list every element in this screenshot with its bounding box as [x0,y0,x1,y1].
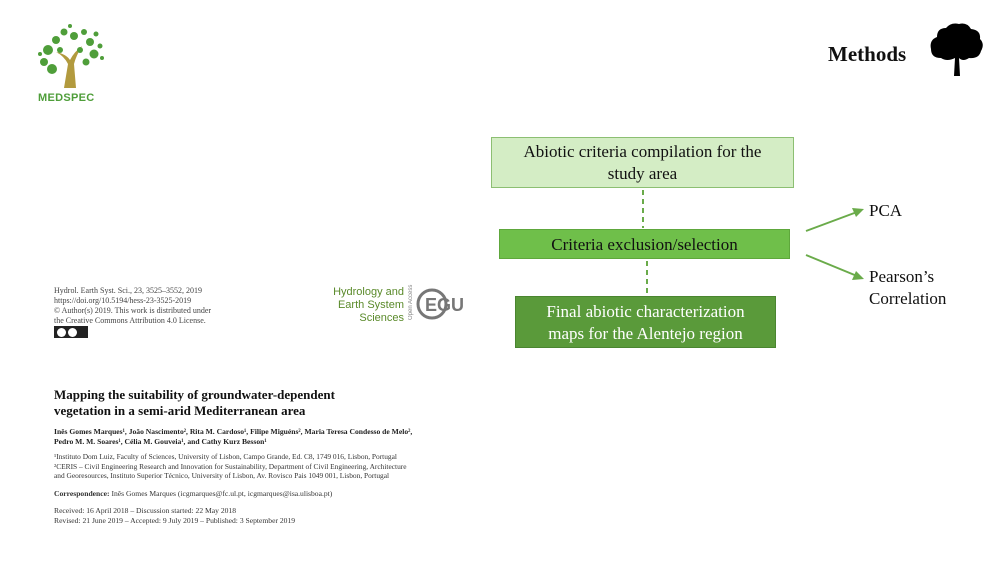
output-pearson [869,266,946,310]
correspondence-label: Correspondence: [54,489,110,498]
dates-line: Received: 16 April 2018 – Discussion started: 22 May 2018 [54,506,237,515]
authors-line: Pedro M. M. Soares¹, Célia M. Gouveia¹, and Cathy Kurz Besson¹ [54,437,267,446]
journal-name-line: Sciences [359,312,404,324]
flow-step-compilation-line1: Abiotic criteria compilation for the [523,142,762,161]
journal-line: © Author(s) 2019. This work is distributed under [54,306,212,315]
flow-step-final-maps [515,296,776,348]
correspondence-text: Inês Gomes Marques (icgmarques@fc.ul.pt, icgmarques@isa.ulisboa.pt) [111,489,333,498]
flow-step-final-maps-line2: maps for the Alentejo region [548,324,743,343]
affiliation-line: ¹Instituto Dom Luiz, Faculty of Sciences, University of Lisbon, Campo Grande, Ed. C8, 1749 016, Lisbon, Portugal [54,452,397,461]
egu-text: EGU [425,295,464,315]
output-pca: PCA [869,201,903,220]
paper-affiliations [54,452,454,481]
flow-step-compilation [491,137,794,188]
journal-name [318,286,404,325]
dates-line: Revised: 21 June 2019 – Accepted: 9 July 2019 – Published: 3 September 2019 [54,516,296,525]
paper-authors [54,427,454,447]
open-access-vertical: Open Access [408,284,414,320]
affiliation-line: and Georesources, Instituto Superior Técnico, University of Lisbon, Av. Rovisco Pais 1049 001, Lisbon, Portugal [54,471,390,480]
egu-logo-icon [408,284,464,324]
journal-name-line: Earth System [337,299,404,311]
output-pearson-line1: Pearson’s [869,267,935,286]
journal-line: the Creative Commons Attribution 4.0 License. [54,316,206,325]
journal-line: https://doi.org/10.5194/hess-23-3525-2019 [54,296,192,305]
flow-step-compilation-line2: study area [607,164,678,183]
journal-info [54,286,211,326]
authors-line: Inês Gomes Marques¹, João Nascimento², Rita M. Cardoso¹, Filipe Miguéns², Maria Teresa Condesso de Melo², [54,427,413,436]
paper-correspondence [54,489,454,499]
flow-step-selection [499,229,790,259]
arrow-to-pearson [806,255,857,276]
paper-title-line: Mapping the suitability of groundwater-dependent [54,387,335,402]
paper-title [54,387,474,419]
cc-by-icon [54,326,88,338]
flow-step-selection-label: Criteria exclusion/selection [551,235,738,254]
output-pearson-line2: Correlation [869,289,947,308]
flow-step-final-maps-line1: Final abiotic characterization [546,302,745,321]
paper-title-line: vegetation in a semi-arid Mediterranean area [54,403,306,418]
paper-dates [54,506,454,526]
journal-line: Hydrol. Earth Syst. Sci., 23, 3525–3552, 2019 [54,286,202,295]
page-title: Methods [828,42,907,66]
logo-text: MEDSPEC [38,92,95,104]
affiliation-line: ²CERIS – Civil Engineering Research and Innovation for Sustainability, Department of Civil Engineering, Architecture [54,461,407,471]
journal-name-line: Hydrology and [333,286,404,298]
arrow-to-pca [806,212,857,231]
